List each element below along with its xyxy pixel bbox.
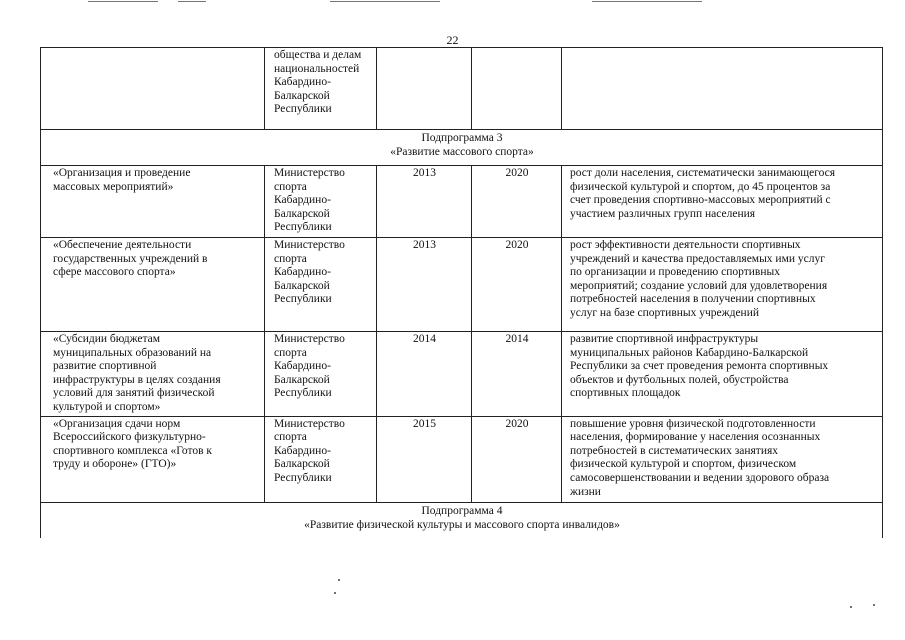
table-row: [41, 238, 883, 332]
subprogram-name: «Развитие массового спорта»: [390, 146, 534, 158]
start-year-cell: 2015: [377, 416, 472, 502]
subprogram-title-cell: [41, 502, 883, 538]
executor-cell: Министерство спорта Кабардино- Балкарской Республики: [265, 166, 377, 238]
page-number: 22: [446, 33, 459, 47]
end-year-cell: 2020: [472, 238, 562, 332]
subprogram-row: [41, 130, 883, 166]
measure-name-cell: [41, 48, 265, 130]
executor-cell: общества и делам национальностей Кабардино- Балкарской Республики: [265, 48, 377, 130]
subprogram-title-cell: [41, 130, 883, 166]
table-row: [41, 48, 883, 130]
measure-name-cell: «Организация и проведение массовых мероприятий»: [41, 166, 265, 238]
measure-name-cell: «Организация сдачи норм Всероссийского физкультурно- спортивного комплекса «Готов к труду и обороне» (ГТО)»: [41, 416, 265, 502]
executor-cell: Министерство спорта Кабардино- Балкарской Республики: [265, 238, 377, 332]
start-year-cell: 2013: [377, 166, 472, 238]
executor-cell: Министерство спорта Кабардино- Балкарской Республики: [265, 416, 377, 502]
start-year-cell: 2014: [377, 332, 472, 417]
expected-result-cell: [562, 48, 883, 130]
scan-top-marks: [0, 0, 905, 6]
start-year-cell: 2013: [377, 238, 472, 332]
subprogram-row: [41, 502, 883, 538]
expected-result-cell: рост эффективности деятельности спортивных учреждений и качества предоставляемых ими услуг по организации и проведению спортивных мероприятий; создание условий для удовлетворения потребностей населения в получении спортивных услуг на базе спортивных учреждений: [562, 238, 883, 332]
subprogram-name: «Развитие физической культуры и массового спорта инвалидов»: [304, 518, 620, 531]
end-year-cell: 2020: [472, 166, 562, 238]
end-year-cell: 2020: [472, 416, 562, 502]
table-row: [41, 166, 883, 238]
program-table: [40, 47, 883, 538]
measure-name-cell: «Субсидии бюджетам муниципальных образований на развитие спортивной инфраструктуры в целях создания условий для занятий физической культурой и спортом»: [41, 332, 265, 417]
measure-name-cell: «Обеспечение деятельности государственных учреждений в сфере массового спорта»: [41, 238, 265, 332]
expected-result-cell: повышение уровня физической подготовленности населения, формирование у населения осознанных потребностей в систематических занятиях физической культурой и спортом, физическом самосовершенствовании и ведении здорового образа жизни: [562, 416, 883, 502]
executor-cell: Министерство спорта Кабардино- Балкарской Республики: [265, 332, 377, 417]
subprogram-number: Подпрограмма 4: [421, 504, 503, 517]
expected-result-cell: рост доли населения, систематически занимающегося физической культурой и спортом, до 45 процентов за счет проведения спортивно-массовых мероприятий с участием различных групп населения: [562, 166, 883, 238]
subprogram-number: Подпрограмма 3: [421, 132, 503, 144]
expected-result-cell: развитие спортивной инфраструктуры муниципальных районов Кабардино-Балкарской Республики за счет проведения ремонта спортивных объектов и футбольных полей, обустройства спортивных площадок: [562, 332, 883, 417]
start-year-cell: [377, 48, 472, 130]
end-year-cell: 2014: [472, 332, 562, 417]
end-year-cell: [472, 48, 562, 130]
table-row: [41, 332, 883, 417]
table-row: [41, 416, 883, 502]
